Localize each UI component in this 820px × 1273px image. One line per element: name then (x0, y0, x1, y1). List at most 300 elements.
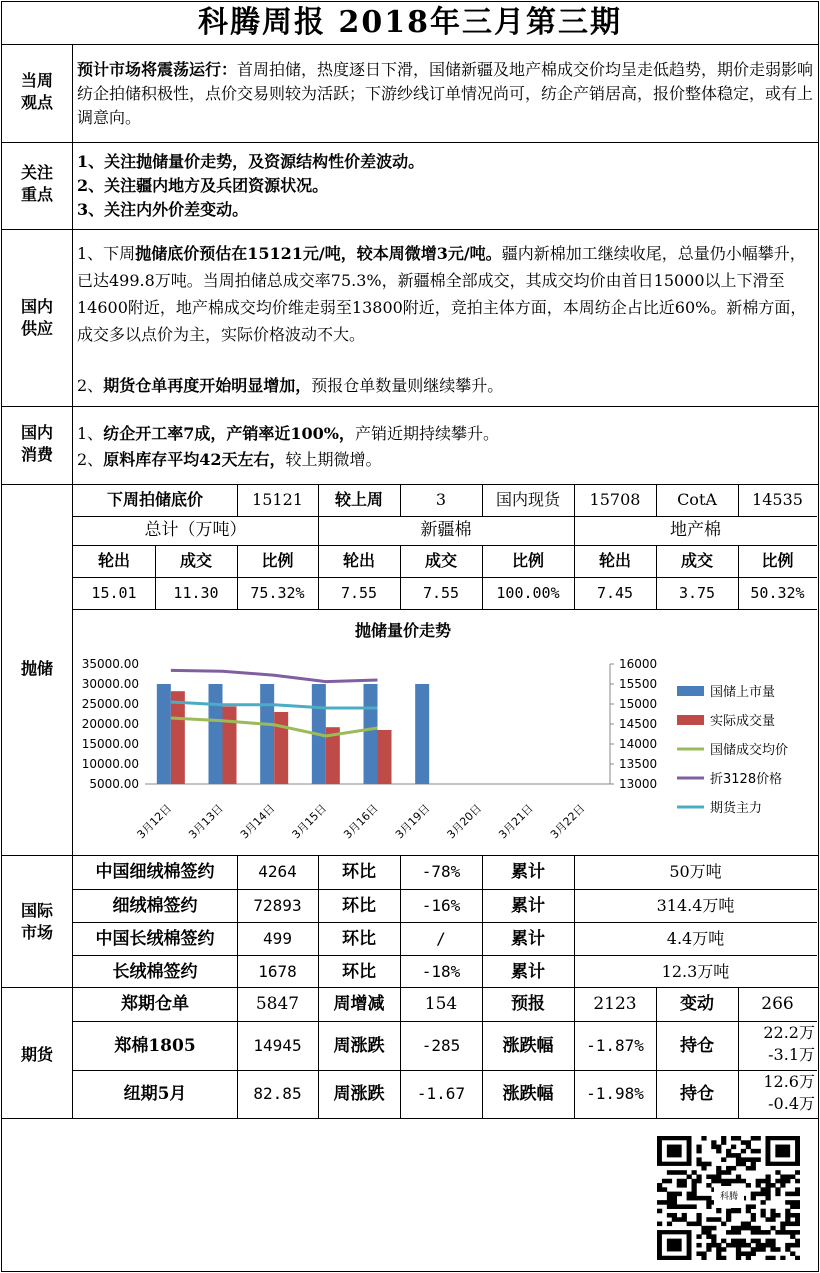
bar-实际成交量 (223, 706, 237, 784)
intl-cell: 4.4万吨 (666, 929, 725, 948)
qr-module (770, 1213, 775, 1218)
qr-module (780, 1179, 785, 1184)
qr-module (741, 1222, 746, 1227)
view-text (77, 58, 815, 130)
qr-module (785, 1243, 790, 1248)
qr-module (756, 1192, 761, 1197)
consume-line-1 (77, 422, 815, 446)
qr-module (780, 1183, 785, 1188)
qr-module (736, 1226, 741, 1231)
qr-module (706, 1247, 711, 1252)
qr-module (726, 1243, 731, 1248)
intl-cell: 累计 (511, 862, 545, 882)
intl-cell: 314.4万吨 (656, 896, 735, 915)
qr-module (716, 1247, 721, 1252)
qr-module (780, 1230, 785, 1235)
qr-module (721, 1170, 726, 1175)
qr-module (780, 1222, 785, 1227)
qr-module (736, 1247, 741, 1252)
qr-module (667, 1204, 672, 1209)
qr-module (701, 1256, 706, 1260)
qr-module (721, 1222, 726, 1227)
intl-cell: 环比 (342, 962, 376, 982)
qr-module (785, 1192, 790, 1197)
qr-module (726, 1153, 731, 1158)
qr-module (662, 1179, 667, 1184)
qr-module (751, 1166, 756, 1171)
legend-label: 折3128价格 (710, 772, 783, 787)
qr-module (692, 1196, 697, 1201)
futures-cell: -1.67 (416, 1084, 466, 1103)
bar-实际成交量 (378, 730, 392, 784)
qr-module (746, 1183, 751, 1188)
qr-module (790, 1200, 795, 1205)
qr-module (677, 1204, 682, 1209)
qr-module (716, 1149, 721, 1154)
qr-module (731, 1145, 736, 1150)
qr-module (756, 1230, 761, 1235)
qr-module (761, 1200, 766, 1205)
divider (2, 142, 818, 143)
reserve-col-header: 轮出 (342, 551, 375, 570)
intl-cell: 50万吨 (669, 862, 722, 881)
qr-module (716, 1166, 721, 1171)
qr-module (667, 1196, 672, 1201)
qr-module (751, 1136, 756, 1141)
qr-module (775, 1187, 780, 1192)
qr-module (795, 1187, 800, 1192)
qr-module (761, 1192, 766, 1197)
qr-module (770, 1209, 775, 1214)
bar-国储上市量 (157, 684, 171, 784)
futures-cell: 郑棉1805 (114, 1035, 196, 1056)
qr-module (731, 1166, 736, 1171)
qr-module (711, 1234, 716, 1239)
qr-module (682, 1213, 687, 1218)
x-tick-label: 3月19日 (392, 801, 433, 842)
section-label-view: 当周 观点 (20, 71, 53, 112)
qr-module (716, 1217, 721, 1222)
qr-module (775, 1192, 780, 1197)
qr-module (765, 1196, 770, 1201)
supply-para-1 (77, 240, 815, 348)
qr-finder (775, 1145, 790, 1158)
legend-swatch (677, 686, 704, 696)
reserve-price-chart (73, 609, 817, 855)
qr-module (741, 1239, 746, 1244)
consume-l2-rest: 较上期微增。 (285, 450, 382, 469)
focus-item: 2、关注疆内地方及兵团资源状况。 (77, 176, 329, 195)
qr-module (746, 1222, 751, 1227)
futures-cell: 14945 (253, 1035, 302, 1055)
qr-module (751, 1192, 756, 1197)
qr-module (736, 1153, 741, 1158)
intl-cell: 1678 (258, 962, 297, 981)
supply-para-2 (77, 372, 815, 399)
qr-module (751, 1162, 756, 1167)
x-tick-label: 3月20日 (444, 801, 485, 842)
futures-cell: 154 (424, 994, 458, 1014)
futures-cell: 涨跌幅 (502, 1084, 554, 1104)
qr-module (716, 1170, 721, 1175)
qr-module (706, 1174, 711, 1179)
x-tick-label: 3月12日 (134, 801, 175, 842)
qr-module (711, 1239, 716, 1244)
qr-module (721, 1247, 726, 1252)
qr-module (726, 1230, 731, 1235)
futures-cell: 周涨跌 (333, 1035, 385, 1056)
qr-module (711, 1217, 716, 1222)
qr-module (790, 1204, 795, 1209)
qr-module (785, 1213, 790, 1218)
futures-cell: -1.98% (586, 1084, 644, 1103)
reserve-cell: 15121 (252, 490, 303, 509)
qr-module (736, 1162, 741, 1167)
reserve-cell: 14535 (752, 490, 803, 509)
supply-p2-prefix: 2、 (77, 376, 104, 395)
intl-cell: -18% (421, 962, 461, 981)
supply-p2-bold: 期货仓单再度开始明显增加， (103, 376, 312, 395)
x-tick-label: 3月16日 (341, 801, 381, 842)
qr-module (741, 1140, 746, 1145)
qr-module (756, 1136, 761, 1141)
intl-cell: -78% (421, 862, 461, 881)
qr-module (785, 1247, 790, 1252)
intl-cell: 累计 (511, 896, 545, 916)
futures-cell: 郑期仓单 (121, 994, 189, 1014)
qr-logo: 科腾 (714, 1186, 744, 1208)
qr-module (726, 1166, 731, 1171)
qr-module (672, 1217, 677, 1222)
qr-module (716, 1174, 721, 1179)
futures-cell: 变动 (680, 994, 714, 1014)
reserve-col-header: 成交 (179, 551, 212, 570)
y-left-tick: 15000.00 (81, 737, 139, 751)
reserve-group-header: 新疆棉 (420, 520, 472, 540)
qr-module (756, 1179, 761, 1184)
qr-module (765, 1187, 770, 1192)
qr-module (751, 1251, 756, 1256)
qr-module (751, 1217, 756, 1222)
reserve-cell: 3 (435, 490, 447, 509)
qr-module (761, 1179, 766, 1184)
qr-module (775, 1230, 780, 1235)
qr-module (677, 1192, 682, 1197)
qr-module (765, 1192, 770, 1197)
futures-cell: 周涨跌 (333, 1084, 385, 1104)
reserve-value: 100.00% (496, 584, 560, 602)
qr-module (731, 1230, 736, 1235)
y-right-tick: 14000 (619, 737, 658, 751)
qr-module (770, 1239, 775, 1244)
bar-国储上市量 (209, 684, 223, 784)
section-label-focus: 关注 重点 (20, 163, 53, 204)
line-期货主力 (171, 702, 378, 708)
qr-module (687, 1192, 692, 1197)
supply-p1-bold: 抛储底价预估在15121元/吨，较本周微增3元/吨。 (135, 244, 502, 263)
supply-p2-rest: 预报仓单数量则继续攀升。 (311, 376, 504, 395)
qr-module (736, 1243, 741, 1248)
qr-module (662, 1200, 667, 1205)
y-left-tick: 10000.00 (81, 757, 139, 771)
futures-cell: 持仓 (680, 1035, 714, 1056)
qr-module (751, 1213, 756, 1218)
qr-module (795, 1243, 800, 1248)
qr-module (692, 1183, 697, 1188)
grid-line (73, 1070, 817, 1071)
qr-module (711, 1140, 716, 1145)
focus-item: 3、关注内外价差变动。 (77, 200, 249, 219)
qr-module (751, 1226, 756, 1231)
qr-module (785, 1179, 790, 1184)
qr-module (751, 1247, 756, 1252)
intl-cell: 细绒棉签约 (112, 896, 198, 916)
futures-cell: -285 (421, 1035, 461, 1055)
qr-module (775, 1213, 780, 1218)
qr-module (716, 1256, 721, 1260)
qr-module (785, 1209, 790, 1214)
qr-module (721, 1157, 726, 1162)
qr-module (795, 1239, 800, 1244)
qr-module (785, 1200, 790, 1205)
qr-module (770, 1243, 775, 1248)
qr-module (696, 1213, 701, 1218)
qr-module (736, 1179, 741, 1184)
qr-module (692, 1192, 697, 1197)
bar-国储上市量 (364, 684, 378, 784)
qr-module (741, 1226, 746, 1231)
qr-module (696, 1243, 701, 1248)
qr-module (785, 1174, 790, 1179)
reserve-col-header: 比例 (761, 551, 794, 570)
qr-module (765, 1179, 770, 1184)
bar-国储上市量 (260, 684, 274, 784)
divider (2, 1118, 818, 1119)
futures-cell: 预报 (511, 994, 545, 1014)
qr-module (677, 1179, 682, 1184)
reserve-cell: 下周拍储底价 (106, 490, 203, 509)
qr-module (775, 1179, 780, 1184)
qr-module (706, 1226, 711, 1231)
qr-module (780, 1256, 785, 1260)
futures-position-change: -0.4万 (768, 1094, 815, 1113)
x-tick-label: 3月13日 (186, 801, 226, 842)
qr-module (731, 1153, 736, 1158)
qr-module (741, 1149, 746, 1154)
qr-module (692, 1179, 697, 1184)
qr-module (790, 1230, 795, 1235)
qr-module (672, 1204, 677, 1209)
qr-module (682, 1170, 687, 1175)
qr-module (711, 1226, 716, 1231)
reserve-cell: CotA (677, 490, 717, 509)
qr-module (726, 1170, 731, 1175)
y-right-tick: 15500 (619, 677, 658, 691)
qr-module (761, 1230, 766, 1235)
qr-module (701, 1166, 706, 1171)
qr-module (790, 1192, 795, 1197)
qr-module (667, 1179, 672, 1184)
qr-module (731, 1243, 736, 1248)
qr-module (790, 1251, 795, 1256)
y-right-tick: 15000 (619, 697, 658, 711)
futures-cell: 266 (761, 994, 794, 1014)
qr-module (756, 1157, 761, 1162)
qr-module (677, 1217, 682, 1222)
reserve-col-header: 比例 (261, 551, 294, 570)
qr-module (756, 1183, 761, 1188)
x-tick-label: 3月21日 (496, 801, 536, 842)
qr-module (672, 1170, 677, 1175)
qr-module (672, 1200, 677, 1205)
qr-module (706, 1200, 711, 1205)
futures-cell: 纽期5月 (123, 1084, 187, 1104)
bar-国储上市量 (415, 684, 429, 784)
qr-module (790, 1243, 795, 1248)
futures-cell: 周增减 (333, 994, 385, 1014)
qr-module (795, 1222, 800, 1227)
line-折3128价格 (171, 670, 378, 681)
qr-module (692, 1222, 697, 1227)
qr-module (795, 1170, 800, 1175)
qr-module (667, 1192, 672, 1197)
qr-module (692, 1187, 697, 1192)
qr-module (657, 1187, 662, 1192)
reserve-cell: 国内现货 (495, 490, 560, 509)
consume-l1-bold: 纺企开工率7成，产销率近100%， (103, 424, 355, 443)
qr-module (795, 1230, 800, 1235)
qr-module (667, 1200, 672, 1205)
qr-module (761, 1247, 766, 1252)
qr-module (785, 1222, 790, 1227)
qr-module (746, 1243, 751, 1248)
legend-label: 国储上市量 (710, 685, 776, 700)
y-right-tick: 13500 (619, 757, 658, 771)
reserve-col-header: 成交 (680, 551, 713, 570)
qr-module (756, 1149, 761, 1154)
consume-line-2 (77, 448, 815, 472)
qr-module (746, 1226, 751, 1231)
y-right-tick: 14500 (619, 717, 658, 731)
reserve-cell: 较上周 (334, 490, 383, 509)
qr-module (795, 1204, 800, 1209)
qr-module (716, 1145, 721, 1150)
legend-swatch (677, 715, 704, 725)
qr-module (761, 1209, 766, 1214)
qr-module (672, 1213, 677, 1218)
reserve-value: 50.32% (750, 584, 805, 602)
qr-module (701, 1230, 706, 1235)
qr-module (682, 1183, 687, 1188)
intl-cell: 12.3万吨 (661, 962, 730, 981)
qr-module (701, 1251, 706, 1256)
intl-cell: 499 (263, 929, 292, 948)
qr-module (795, 1256, 800, 1260)
qr-module (761, 1213, 766, 1218)
section-label-supply: 国内 供应 (20, 297, 53, 338)
qr-module (706, 1196, 711, 1201)
qr-module (756, 1247, 761, 1252)
qr-module (736, 1157, 741, 1162)
qr-module (667, 1222, 672, 1227)
qr-module (726, 1217, 731, 1222)
futures-position: 22.2万 (763, 1023, 815, 1042)
qr-module (756, 1226, 761, 1231)
qr-module (711, 1174, 716, 1179)
qr-module (790, 1234, 795, 1239)
futures-cell: 涨跌幅 (502, 1035, 554, 1056)
qr-module (765, 1217, 770, 1222)
section-label-reserve: 抛储 (20, 659, 53, 678)
qr-module (756, 1239, 761, 1244)
reserve-value: 11.30 (173, 584, 219, 602)
qr-module (672, 1196, 677, 1201)
y-right-tick: 16000 (619, 657, 658, 671)
bar-实际成交量 (171, 691, 185, 784)
qr-module (765, 1256, 770, 1260)
qr-module (696, 1162, 701, 1167)
reserve-col-header: 轮出 (97, 551, 130, 570)
qr-module (775, 1170, 780, 1175)
y-left-tick: 30000.00 (81, 677, 139, 691)
qr-module (726, 1213, 731, 1218)
qr-module (741, 1162, 746, 1167)
qr-module (667, 1170, 672, 1175)
qr-module (721, 1136, 726, 1141)
qr-module (701, 1136, 706, 1141)
qr-module (657, 1200, 662, 1205)
qr-module (736, 1209, 741, 1214)
qr-module (696, 1234, 701, 1239)
qr-module (746, 1145, 751, 1150)
futures-position: 12.6万 (763, 1072, 815, 1091)
qr-module (701, 1226, 706, 1231)
qr-module (770, 1183, 775, 1188)
focus-item: 1、关注抛储量价走势，及资源结构性价差波动。 (77, 152, 425, 171)
qr-module (682, 1217, 687, 1222)
intl-cell: 中国长绒棉签约 (95, 929, 215, 949)
qr-module (780, 1226, 785, 1231)
qr-module (657, 1209, 662, 1214)
qr-module (662, 1187, 667, 1192)
y-left-tick: 5000.00 (89, 777, 139, 791)
qr-module (677, 1183, 682, 1188)
y-left-tick: 35000.00 (81, 657, 139, 671)
intl-cell: 环比 (342, 862, 376, 882)
qr-module (736, 1239, 741, 1244)
qr-module (672, 1192, 677, 1197)
intl-cell: 环比 (342, 896, 376, 916)
qr-module (731, 1209, 736, 1214)
qr-module (696, 1174, 701, 1179)
qr-module (736, 1174, 741, 1179)
section-label-futures: 期货 (20, 1045, 53, 1064)
qr-module (716, 1251, 721, 1256)
intl-cell: 中国细绒棉签约 (95, 862, 215, 882)
qr-module (751, 1230, 756, 1235)
qr-finder (667, 1145, 682, 1158)
view-body: 首周拍储，热度逐日下滑，国储新疆及地产棉成交价均呈走低趋势，期价走弱影响纺企拍储积极性，点价交易则较为活跃；下游纱线订单情况尚可，纺企产销居高，报价整体稳定，或有上调意向。 (77, 60, 814, 127)
qr-module (696, 1157, 701, 1162)
divider (2, 229, 818, 230)
qr-module (687, 1222, 692, 1227)
qr-module (795, 1213, 800, 1218)
qr-module (726, 1179, 731, 1184)
qr-module (790, 1222, 795, 1227)
qr-module (770, 1217, 775, 1222)
qr-module (770, 1226, 775, 1231)
qr-module (765, 1230, 770, 1235)
